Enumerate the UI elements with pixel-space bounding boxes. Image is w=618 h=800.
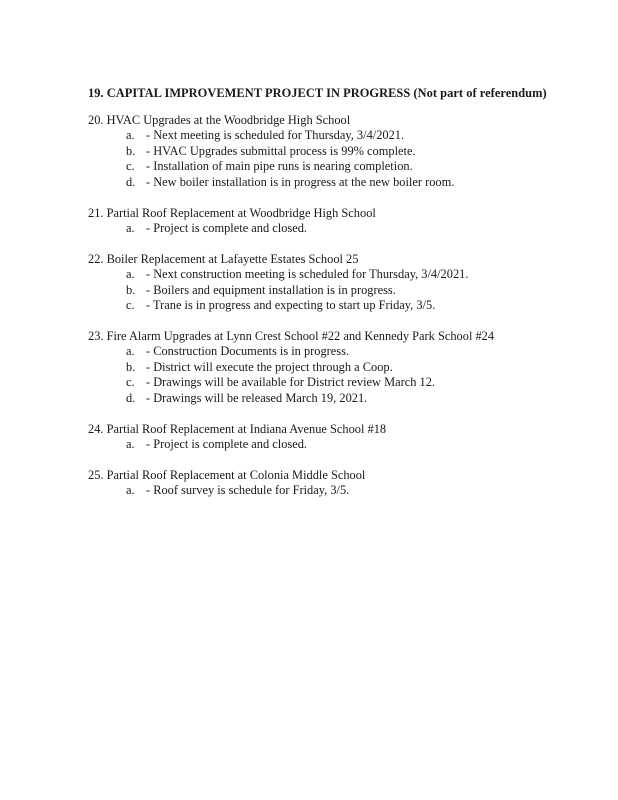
item-text: - Next construction meeting is scheduled for Thursday, 3/4/2021. [146, 267, 469, 282]
item-list [88, 267, 588, 313]
list-item [88, 159, 588, 174]
list-item [88, 267, 588, 282]
item-text: - Trane is in progress and expecting to start up Friday, 3/5. [146, 298, 436, 313]
item-list [88, 344, 588, 406]
list-item [88, 360, 588, 375]
item-text: - Drawings will be released March 19, 2021. [146, 390, 368, 405]
list-item [88, 128, 588, 143]
item-letter: b. [126, 282, 136, 297]
project-section [88, 252, 588, 314]
item-text: - Construction Documents is in progress. [146, 344, 350, 359]
item-letter: c. [126, 298, 135, 313]
item-text: - Project is complete and closed. [146, 436, 308, 451]
project-section [88, 468, 588, 499]
project-section [88, 206, 588, 237]
item-text: - Boilers and equipment installation is in progress. [146, 282, 396, 297]
list-item [88, 483, 588, 498]
project-section [88, 422, 588, 453]
item-text: - Drawings will be available for District review March 12. [146, 375, 436, 390]
item-letter: c. [126, 159, 135, 174]
section-title: 24. Partial Roof Replacement at Indiana Avenue School #18 [88, 421, 387, 436]
section-title: 22. Boiler Replacement at Lafayette Estates School 25 [88, 251, 359, 266]
list-item [88, 283, 588, 298]
page-heading: 19. CAPITAL IMPROVEMENT PROJECT IN PROGRESS (Not part of referendum) [88, 86, 547, 100]
item-letter: d. [126, 390, 136, 405]
item-list [88, 221, 588, 236]
item-list [88, 128, 588, 190]
list-item [88, 144, 588, 159]
list-item [88, 437, 588, 452]
item-letter: b. [126, 359, 136, 374]
section-title: 20. HVAC Upgrades at the Woodbridge High School [88, 113, 351, 127]
item-text: - Roof survey is schedule for Friday, 3/5. [146, 483, 350, 498]
section-title: 21. Partial Roof Replacement at Woodbridge High School [88, 205, 376, 220]
project-section [88, 329, 588, 406]
project-section [88, 113, 588, 190]
item-text: - Installation of main pipe runs is nearing completion. [146, 159, 413, 174]
item-text: - District will execute the project through a Coop. [146, 359, 393, 374]
item-letter: a. [126, 128, 135, 143]
item-list [88, 437, 588, 452]
item-letter: a. [126, 267, 135, 282]
item-letter: a. [126, 344, 135, 359]
section-title: 25. Partial Roof Replacement at Colonia Middle School [88, 467, 366, 482]
item-text: - Next meeting is scheduled for Thursday, 3/4/2021. [146, 128, 405, 143]
list-item [88, 375, 588, 390]
list-item [88, 175, 588, 190]
item-list [88, 483, 588, 498]
list-item [88, 391, 588, 406]
list-item [88, 221, 588, 236]
project-sections [88, 113, 588, 514]
list-item [88, 298, 588, 313]
item-letter: b. [126, 143, 136, 158]
item-letter: a. [126, 436, 135, 451]
list-item [88, 344, 588, 359]
item-letter: a. [126, 483, 135, 498]
item-text: - New boiler installation is in progress at the new boiler room. [146, 174, 455, 189]
item-text: - Project is complete and closed. [146, 220, 308, 235]
item-letter: a. [126, 220, 135, 235]
item-letter: c. [126, 375, 135, 390]
section-title: 23. Fire Alarm Upgrades at Lynn Crest School #22 and Kennedy Park School #24 [88, 328, 495, 343]
item-letter: d. [126, 174, 136, 189]
item-text: - HVAC Upgrades submittal process is 99% complete. [146, 143, 416, 158]
